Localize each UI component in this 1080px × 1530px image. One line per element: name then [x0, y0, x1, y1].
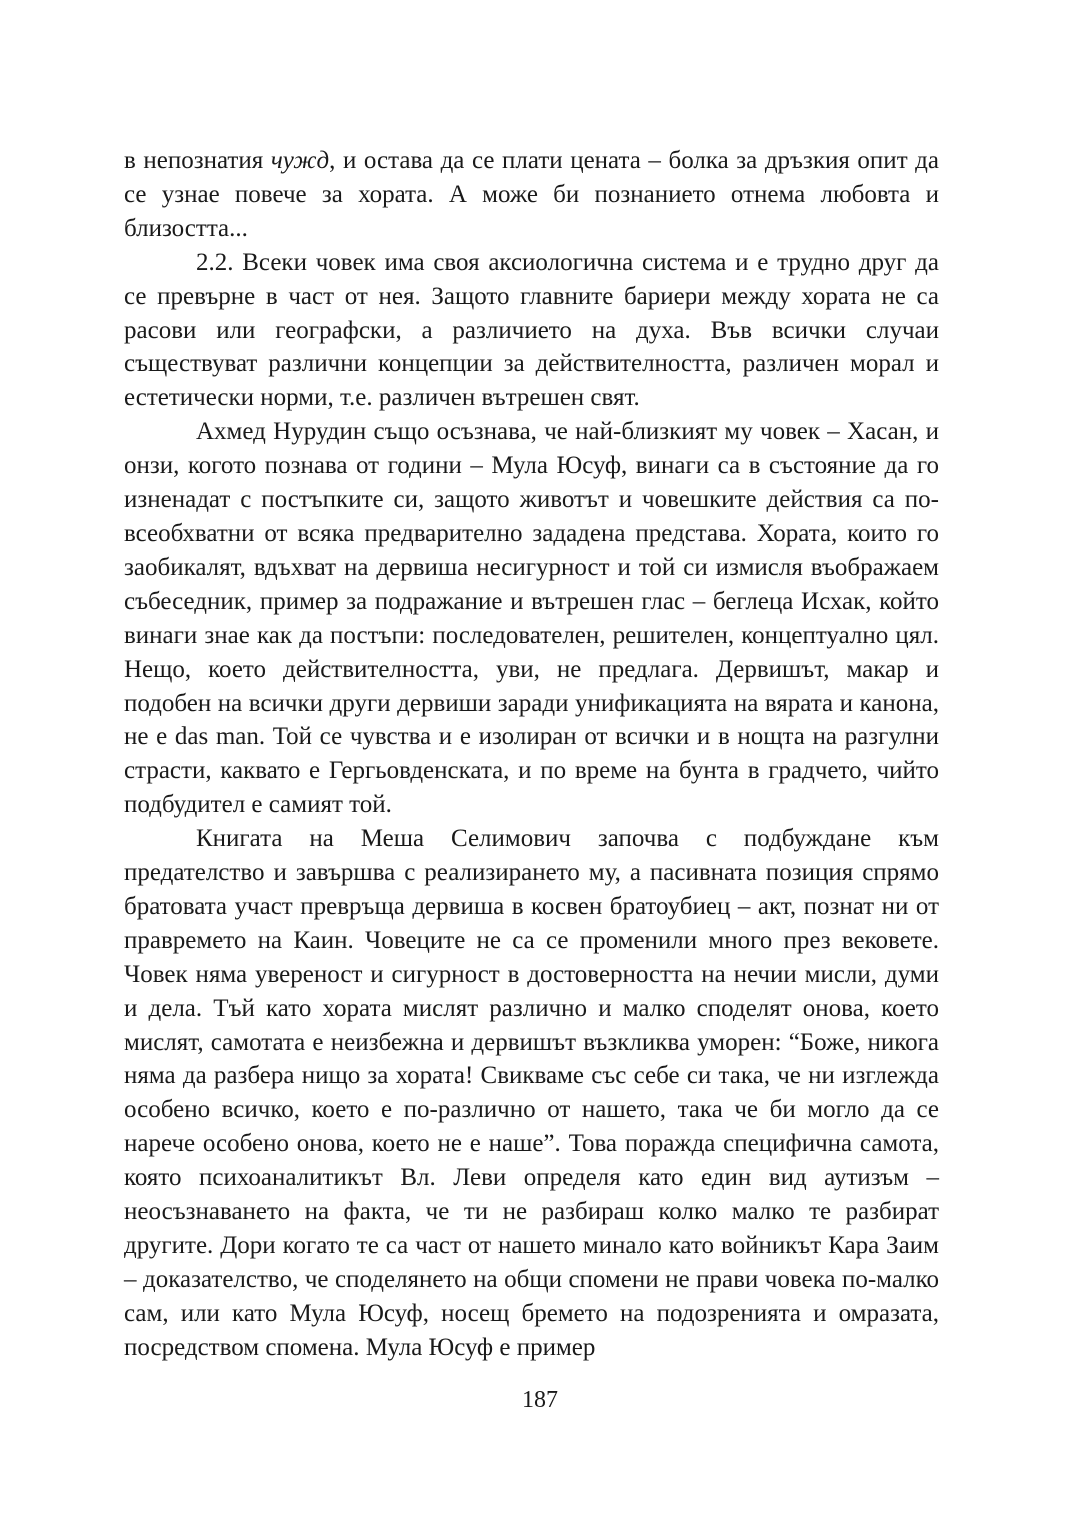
- paragraph-text-post: , и остава да се плати цената – болка за дръзкия опит да се узнае повече за хората. А може би познанието отнема любовта и близостта...: [124, 147, 939, 242]
- page-number: 187: [522, 1387, 558, 1413]
- paragraph-ahmed-nurudin: Ахмед Нурудин също осъзнава, че най-близкият му човек – Хасан, и онзи, когото познава от години – Мула Юсуф, винаги са в състояние да го изненадат с постъпките си, защото животът и човешките действия са по-всеобхватни от всяка предварително зададена представа. Хората, които го заобикалят, вдъхват на дервиша несигурност и той си измисля въображаем събеседник, пример за подражание и вътрешен глас – беглеца Исхак, който винаги знае как да постъпи: последователен, решителен, концептуално цял. Нещо, което действителността, уви, не предлага. Дервишът, макар и подобен на всички други дервиши заради унификацията на вярата и канона, не е das man. Той се чувства и е изолиран от всички и в нощта на разгулни страсти, каквато е Гергьовденската, и по време на бунта в градчето, чийто подбудител е самият той.: [124, 418, 939, 819]
- paragraph-section-2-2: 2.2. Всеки човек има своя аксиологична система и е трудно друг да се превърне в част от нея. Защото главните бариери между хората не са расови или географски, а различието на духа. Във всички случаи съществуват различни концепции за действителността, различен морал и естетически норми, т.е. различен вътрешен свят.: [124, 248, 939, 412]
- page-body: [124, 144, 939, 1365]
- paragraph-mesha-selimovich: Книгата на Меша Селимович започва с подбуждане към предателство и завършва с реализирането му, а пасивната позиция спрямо братовата участ превръща дервиша в косвен братоубиец – акт, познат ни от правремето на Каин. Човеците не са се променили много през вековете. Човек няма увереност и сигурност в достоверността на нечии мисли, думи и дела. Тъй като хората мислят различно и малко споделят онова, което мислят, самотата е неизбежна и дервишът възкликва уморен: “Боже, никога няма да разбера нищо за хората! Свикваме със себе си така, че ни изглежда особено всичко, което е по-различно от нашето, така че би могло да се нарече особено онова, което не е наше”. Това поражда специфична самота, която психоаналитикът Вл. Леви определя като един вид аутизъм – неосъзнаването на факта, че ти не разбираш колко малко те разбират другите. Дори когато те са част от нашето минало като войникът Кара Заим – доказателство, че споделянето на общи спомени не прави човека по-малко сам, или като Мула Юсуф, носещ бремето на подозренията и омразата, посредством спомена. Мула Юсуф е пример: [124, 825, 939, 1361]
- paragraph-continuation: [124, 144, 939, 246]
- paragraph-text-pre: в непознатия: [124, 147, 271, 174]
- italic-word: чужд: [270, 147, 330, 174]
